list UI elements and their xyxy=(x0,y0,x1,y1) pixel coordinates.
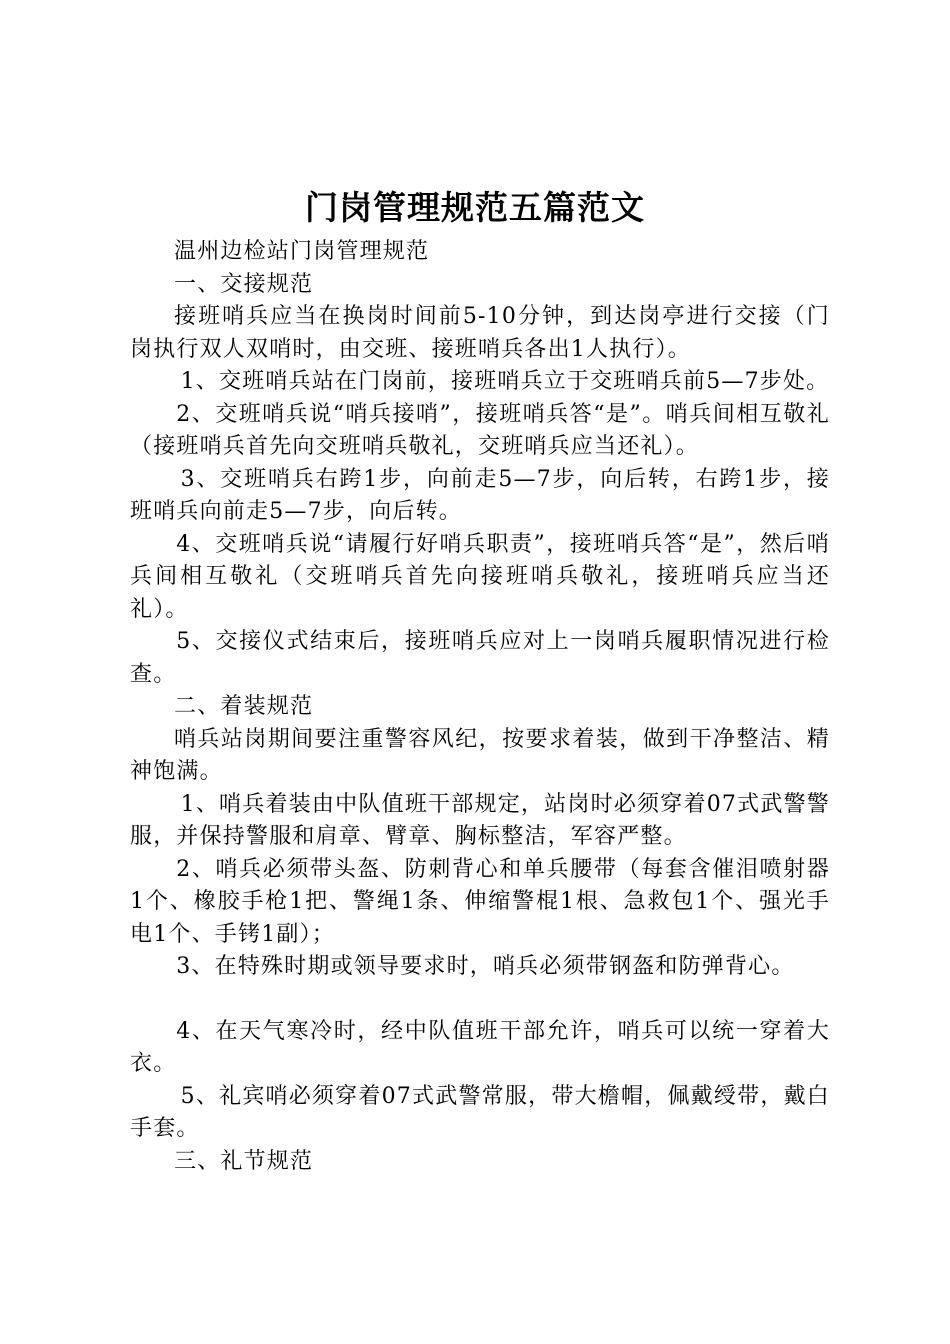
section-heading: 三、礼节规范 xyxy=(174,1148,314,1174)
section-heading: 二、着装规范 xyxy=(174,694,314,719)
list-item: 1、交班哨兵站在门岗前，接班哨兵立于交班哨兵前5—7步处。 xyxy=(180,369,830,394)
list-item: 2、交班哨兵说“哨兵接哨”，接班哨兵答“是”。哨兵间相互敬礼（接班哨兵首先向交班哨兵敬礼，交班哨兵应当还礼）。 xyxy=(130,401,830,459)
paragraph: 哨兵站岗期间要注重警容风纪，按要求着装，做到干净整洁、精神饱满。 xyxy=(130,726,830,784)
paragraph: 温州边检站门岗管理规范 xyxy=(174,239,430,264)
list-item: 5、交接仪式结束后，接班哨兵应对上一岗哨兵履职情况进行检查。 xyxy=(130,629,830,687)
paragraph: 接班哨兵应当在换岗时间前5-10分钟，到达岗亭进行交接（门岗执行双人双哨时，由交班、接班哨兵各出1人执行）。 xyxy=(130,304,830,362)
list-item: 3、在特殊时期或领导要求时，哨兵必须带钢盔和防弹背心。 xyxy=(176,954,795,979)
list-item: 5、礼宾哨必须穿着07式武警常服，带大檐帽，佩戴绶带，戴白手套。 xyxy=(130,1083,830,1141)
list-item: 1、哨兵着装由中队值班干部规定，站岗时必须穿着07式武警警服，并保持警服和肩章、臂章、胸标整洁，军容严整。 xyxy=(130,791,830,849)
document-body xyxy=(130,236,830,1178)
list-item: 3、交班哨兵右跨1步，向前走5—7步，向后转，右跨1步，接班哨兵向前走5—7步，向后转。 xyxy=(130,466,830,524)
list-item: 4、交班哨兵说“请履行好哨兵职责”，接班哨兵答“是”，然后哨兵间相互敬礼（交班哨兵首先向接班哨兵敬礼，接班哨兵应当还礼）。 xyxy=(130,531,830,622)
list-item: 4、在天气寒冷时，经中队值班干部允许，哨兵可以统一穿着大衣。 xyxy=(130,1018,830,1076)
section-heading: 一、交接规范 xyxy=(174,271,314,297)
blank-line xyxy=(130,984,830,1016)
document-title: 门岗管理规范五篇范文 xyxy=(305,188,645,227)
list-item: 2、哨兵必须带头盔、防刺背心和单兵腰带（每套含催泪喷射器1个、橡胶手枪1把、警绳1条、伸缩警棍1根、急救包1个、强光手电1个、手铐1副）； xyxy=(130,856,830,947)
